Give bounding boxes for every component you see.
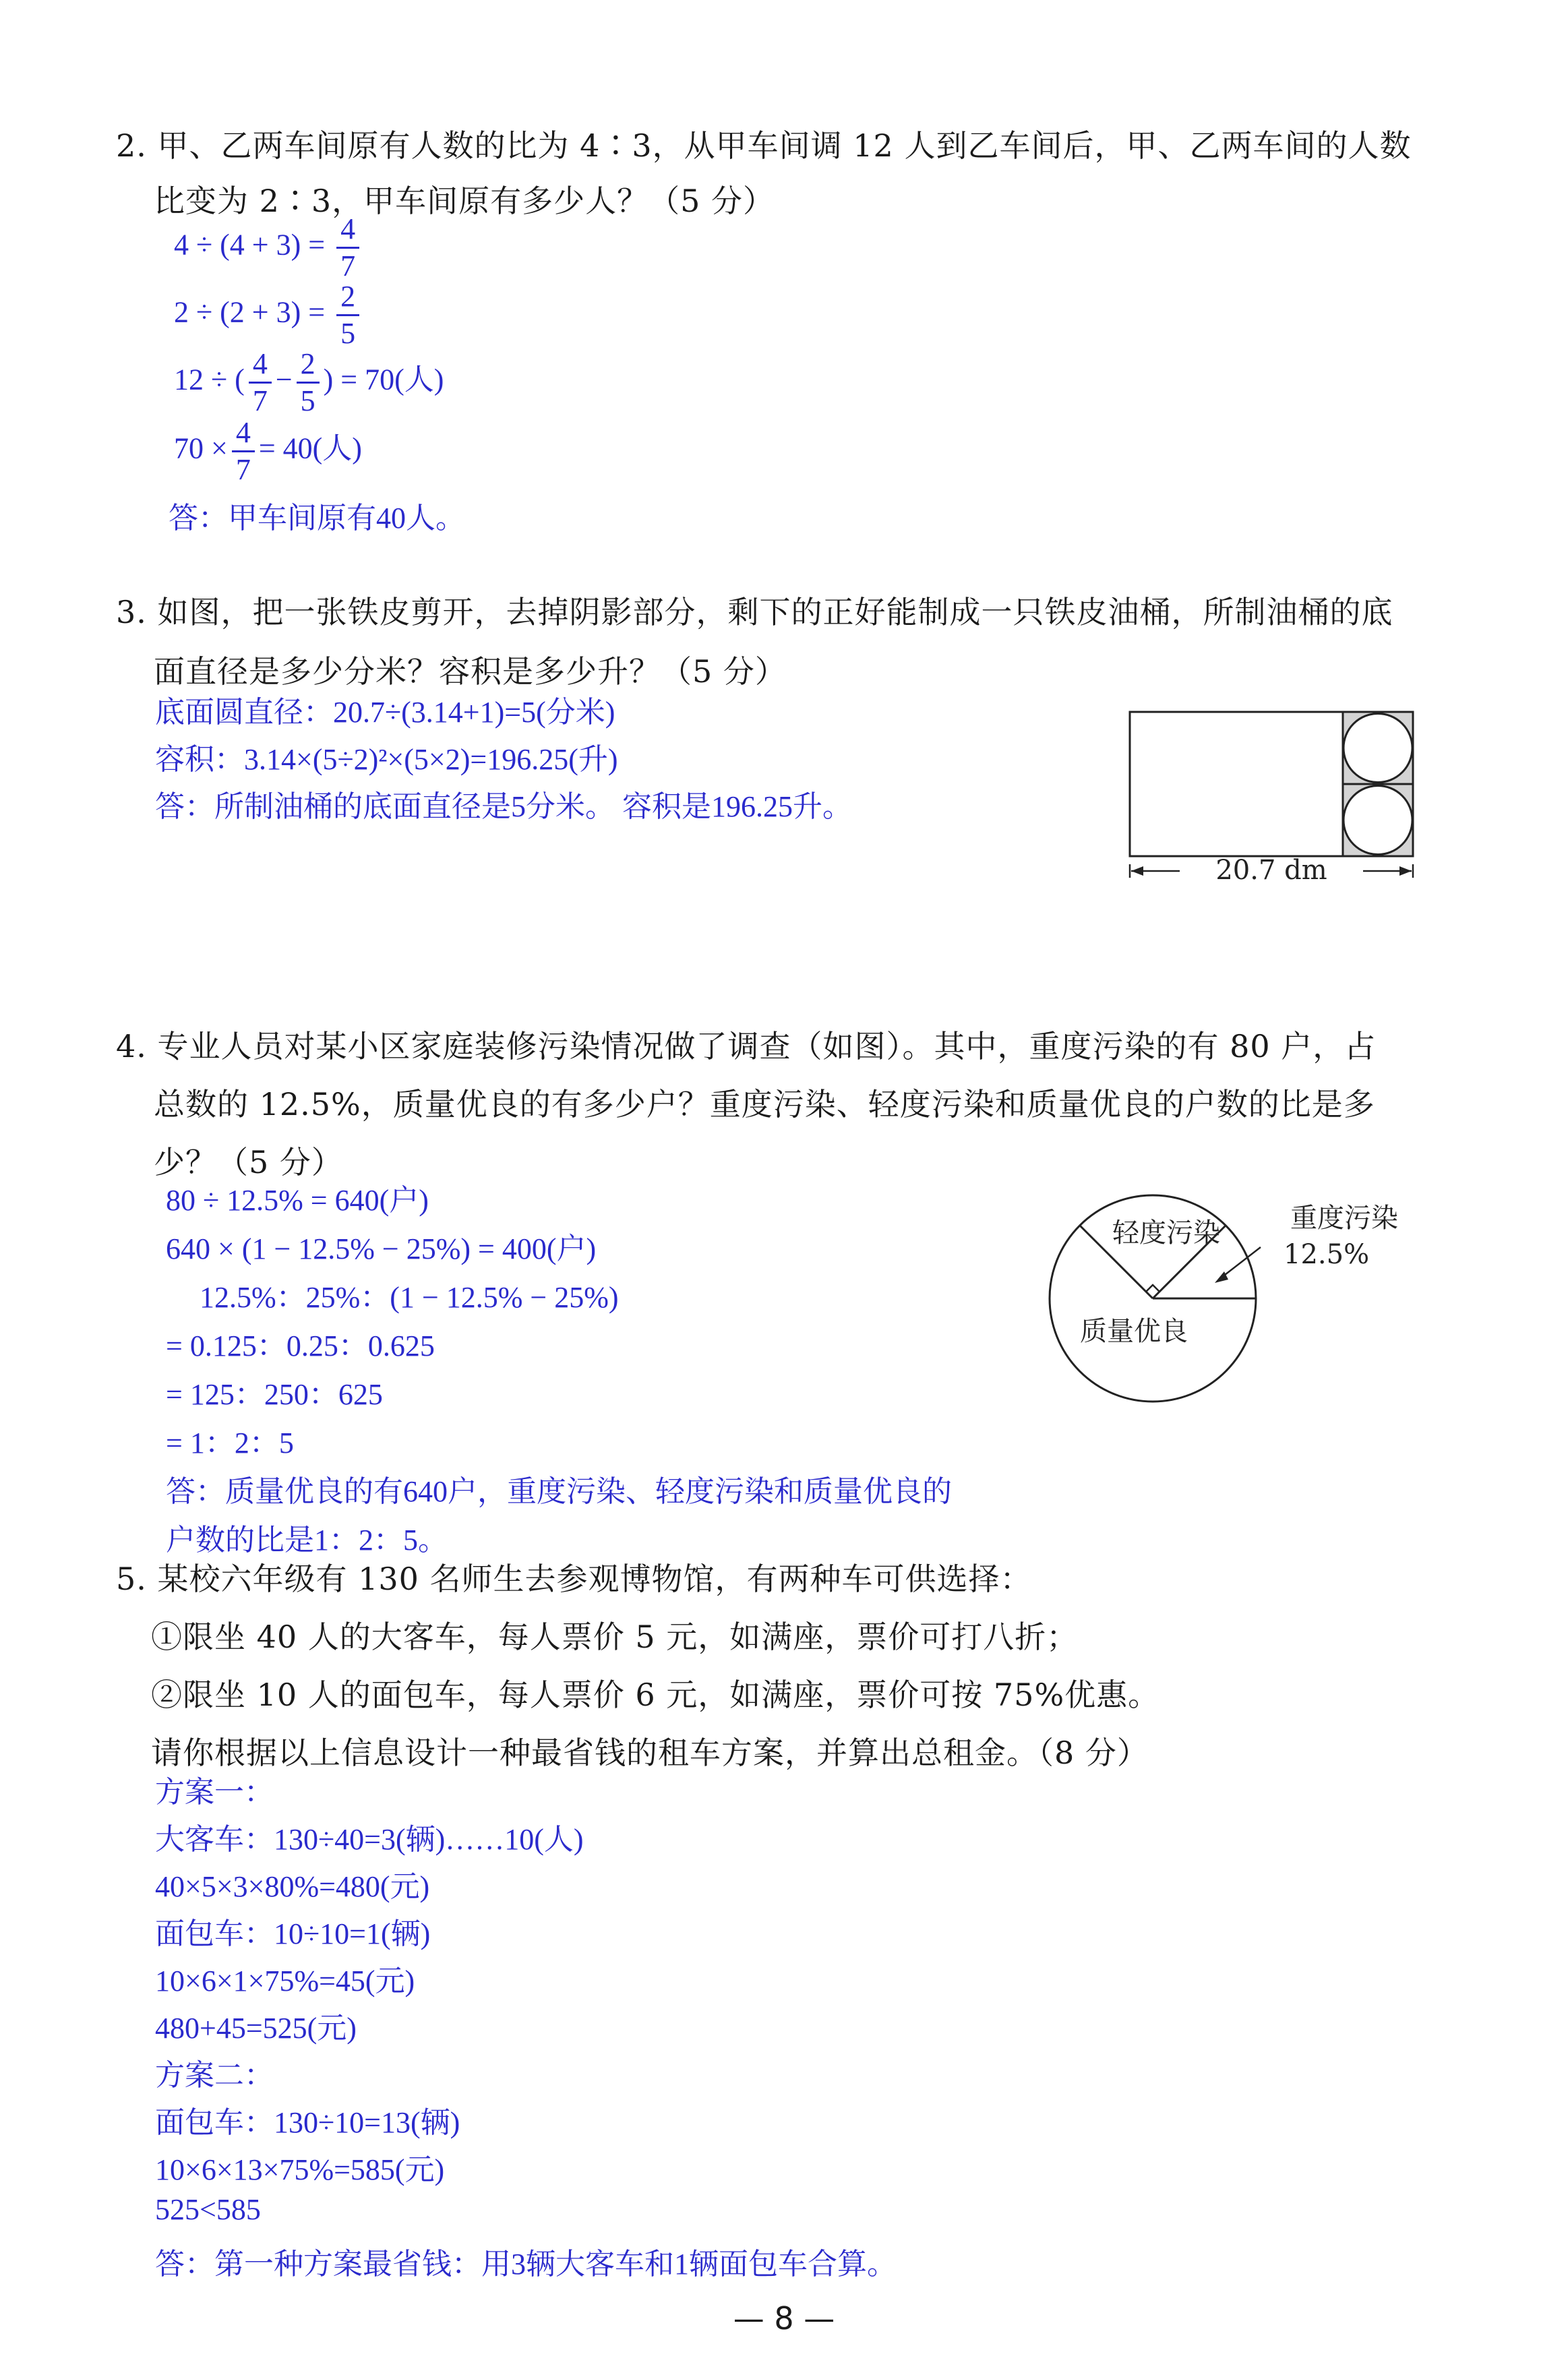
q5-line2: ①限坐 40 人的大客车，每人票价 5 元，如满座，票价可打八折； — [151, 1619, 1079, 1655]
q5-answer-9: 10×6×13×75%=585(元) — [155, 2153, 445, 2186]
q5-answer-5: 10×6×1×75%=45(元) — [155, 1964, 415, 1997]
q3-line2: 面直径是多少分米？容积是多少升？（5 分） — [154, 653, 787, 690]
q2-step3 — [174, 349, 444, 416]
q4-answer-2: 640 × (1 − 12.5% − 25%) = 400(户) — [166, 1232, 597, 1265]
q5-answer-7: 方案二： — [155, 2059, 274, 2092]
pie-label-heavy: 重度污染 — [1290, 1203, 1398, 1234]
q5-answer-6: 480+45=525(元) — [155, 2012, 357, 2045]
q2-step4-left: 70 × — [174, 431, 228, 465]
pie-label-light: 轻度污染 — [1112, 1218, 1220, 1249]
q4-pie-figure — [1038, 1193, 1443, 1416]
q2-line1: 2. 甲、乙两车间原有人数的比为 4∶3，从甲车间调 12 人到乙车间后，甲、乙两车间的人数 — [116, 127, 1412, 164]
q2-step3-fraction-1: $\frac{4}{7}$ — [249, 349, 272, 416]
pie-label-good: 质量优良 — [1080, 1316, 1188, 1347]
q2-step3-minus: − — [275, 363, 293, 396]
q4-line1: 4. 专业人员对某小区家庭装修污染情况做了调查（如图）。其中，重度污染的有 80 户，占 — [116, 1028, 1377, 1064]
q2-step4-right: = 40(人) — [258, 431, 362, 465]
q3-sheet-figure — [1119, 701, 1436, 890]
q2-step1-fraction: $\frac{4}{7}$ — [336, 214, 359, 281]
q5-answer-10: 525<585 — [155, 2193, 261, 2226]
q2-step1-left: 4 ÷ (4 + 3) = — [174, 228, 326, 262]
q2-step2 — [174, 282, 363, 349]
q4-answer-8: 户数的比是1：2：5。 — [166, 1524, 448, 1557]
pie-label-heavy-percent: 12.5% — [1284, 1239, 1370, 1270]
q4-answer-6: = 1：2：5 — [166, 1426, 294, 1460]
q2-step1 — [174, 214, 363, 281]
q2-step2-left: 2 ÷ (2 + 3) = — [174, 295, 326, 329]
q4-answer-3: 12.5%：25%：(1 − 12.5% − 25%) — [200, 1281, 619, 1314]
q5-answer-3: 40×5×3×80%=480(元) — [155, 1870, 430, 1903]
q2-step4-fraction: $\frac{4}{7}$ — [232, 418, 255, 485]
q2-step3-right: ) = 70(人) — [323, 363, 444, 396]
page-number: — 8 — — [733, 2300, 835, 2337]
q2-step2-fraction: $\frac{2}{5}$ — [336, 282, 359, 349]
q2-step3-left: 12 ÷ ( — [174, 363, 245, 396]
circle-bottom — [1344, 786, 1412, 855]
q4-line3: 少？（5 分） — [154, 1144, 343, 1180]
q5-answer-8: 面包车：130÷10=13(辆) — [155, 2106, 460, 2139]
q4-answer-1: 80 ÷ 12.5% = 640(户) — [166, 1184, 429, 1217]
q4-answer-4: = 0.125：0.25：0.625 — [166, 1329, 435, 1362]
q3-answer-conclusion: 答：所制油桶的底面直径是5分米。 容积是196.25升。 — [155, 790, 852, 823]
q2-step3-fraction-2: $\frac{2}{5}$ — [297, 349, 320, 416]
q2-step4 — [174, 418, 362, 485]
q5-answer-11: 答：第一种方案最省钱：用3辆大客车和1辆面包车合算。 — [155, 2248, 897, 2281]
q5-line3: ②限坐 10 人的面包车，每人票价 6 元，如满座，票价可按 75%优惠。 — [151, 1677, 1160, 1713]
q3-answer-diameter: 底面圆直径：20.7÷(3.14+1)=5(分米) — [155, 696, 615, 729]
q3-answer-volume: 容积：3.14×(5÷2)²×(5×2)=196.25(升) — [155, 743, 618, 776]
q3-line1: 3. 如图，把一张铁皮剪开，去掉阴影部分，剩下的正好能制成一只铁皮油桶，所制油桶的底 — [116, 594, 1393, 630]
q4-answer-5: = 125：250：625 — [166, 1378, 383, 1411]
q5-answer-1: 方案一： — [155, 1776, 274, 1809]
figure-width-label: 20.7 dm — [1215, 855, 1327, 886]
q5-line1: 5. 某校六年级有 130 名师生去参观博物馆，有两种车可供选择： — [116, 1561, 1032, 1597]
q5-answer-2: 大客车：130÷40=3(辆)……10(人) — [155, 1823, 584, 1856]
q4-answer-7: 答：质量优良的有640户，重度污染、轻度污染和质量优良的 — [166, 1475, 952, 1508]
q4-line2: 总数的 12.5%，质量优良的有多少户？重度污染、轻度污染和质量优良的户数的比是多 — [154, 1086, 1375, 1122]
q2-line2: 比变为 2∶3，甲车间原有多少人？（5 分） — [154, 183, 775, 219]
q5-line4: 请你根据以上信息设计一种最省钱的租车方案，并算出总租金。（8 分） — [151, 1735, 1149, 1771]
circle-top — [1344, 714, 1412, 783]
q5-answer-4: 面包车：10÷10=1(辆) — [155, 1917, 431, 1950]
q2-answer: 答：甲车间原有40人。 — [169, 502, 465, 535]
